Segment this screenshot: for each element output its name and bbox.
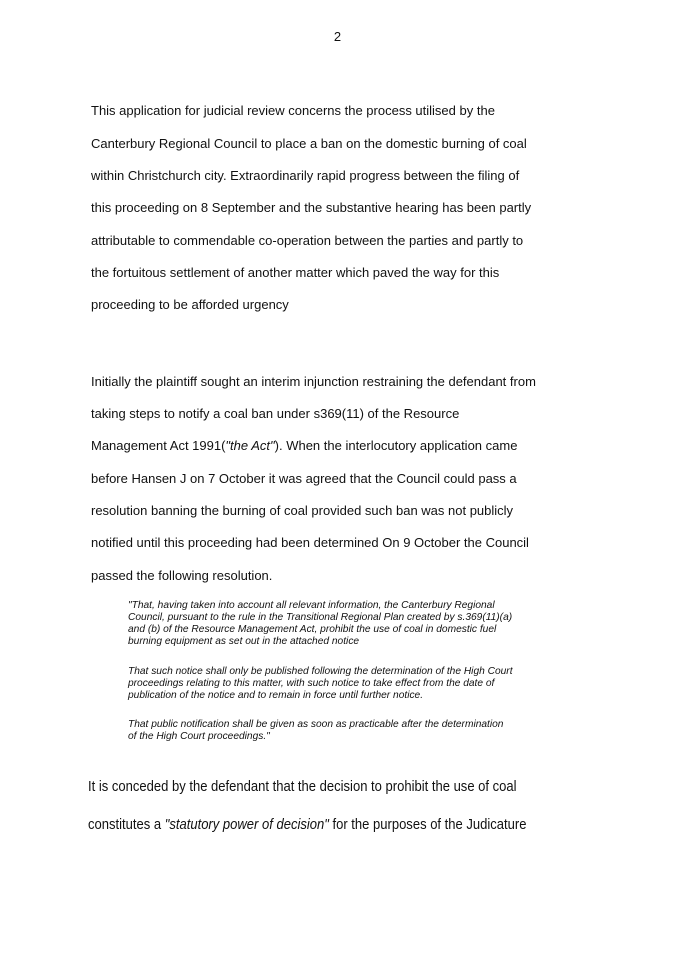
paragraph-2-line: notified until this proceeding had been determined On 9 October the Council xyxy=(91,535,529,550)
quote-line: That such notice shall only be published following the determination of the High Court xyxy=(128,666,513,677)
statutory-power-term: "statutory power of decision" xyxy=(164,817,329,833)
act-text: Management Act 1991( xyxy=(91,438,226,453)
constitutes-text: constitutes a xyxy=(88,817,165,833)
paragraph-1-line: Canterbury Regional Council to place a ban on the domestic burning of coal xyxy=(91,136,527,151)
paragraph-1-line: within Christchurch city. Extraordinarily rapid progress between the filing of xyxy=(91,168,520,183)
paragraph-2-line: Initially the plaintiff sought an interim injunction restraining the defendant from xyxy=(91,374,536,389)
quote-line: That public notification shall be given as soon as practicable after the determination xyxy=(128,719,504,730)
page-number: 2 xyxy=(333,29,342,44)
paragraph-3-line: It is conceded by the defendant that the decision to prohibit the use of coal xyxy=(88,779,517,795)
quote-line: Council, pursuant to the rule in the Transitional Regional Plan created by s.369(11)(a) xyxy=(128,612,513,623)
interlocutory-text: ). When the interlocutory application came xyxy=(274,438,518,453)
paragraph-1-line: proceeding to be afforded urgency xyxy=(91,297,289,312)
judicature-text: for the purposes of the Judicature xyxy=(328,817,527,833)
paragraph-1-line: This application for judicial review concerns the process utilised by the xyxy=(91,103,495,118)
paragraph-3-line xyxy=(88,816,526,834)
quote-line: burning equipment as set out in the attached notice xyxy=(128,636,360,647)
quote-line: proceedings relating to this matter, with such notice to take effect from the date of xyxy=(128,678,495,689)
paragraph-2-line: taking steps to notify a coal ban under s369(11) of the Resource xyxy=(91,406,460,421)
paragraph-2-line xyxy=(91,438,517,454)
paragraph-2-line: before Hansen J on 7 October it was agreed that the Council could pass a xyxy=(91,471,517,486)
paragraph-2-line: passed the following resolution. xyxy=(91,568,273,583)
act-defined-term: "the Act" xyxy=(225,438,275,453)
paragraph-2-line: resolution banning the burning of coal provided such ban was not publicly xyxy=(91,503,514,518)
quote-line: and (b) of the Resource Management Act, prohibit the use of coal in domestic fuel xyxy=(128,624,497,635)
paragraph-1-line: this proceeding on 8 September and the substantive hearing has been partly xyxy=(91,200,532,215)
paragraph-1-line: attributable to commendable co-operation between the parties and partly to xyxy=(91,233,524,248)
paragraph-1-line: the fortuitous settlement of another matter which paved the way for this xyxy=(91,265,500,280)
quote-line: of the High Court proceedings." xyxy=(128,731,270,742)
quote-line: "That, having taken into account all relevant information, the Canterbury Regional xyxy=(128,600,495,611)
quote-line: publication of the notice and to remain in force until further notice. xyxy=(128,690,424,701)
